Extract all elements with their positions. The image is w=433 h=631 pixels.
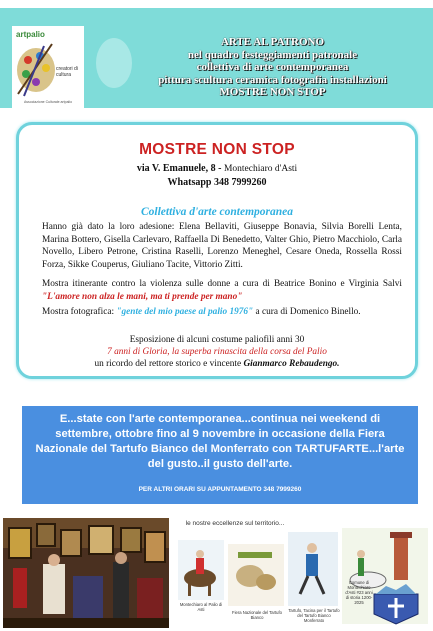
- itinerant-quote: "L'amore non alza le mani, ma ti prende per mano": [42, 291, 243, 302]
- photo-quote: "gente del mio paese al palio 1976": [116, 307, 254, 317]
- logo-subtitle: creatori di cultura: [56, 66, 78, 78]
- logo-footnote: Associazione Culturale artpalio: [23, 100, 73, 104]
- photo-exhibition: [42, 306, 402, 319]
- autumn-banner: [22, 406, 418, 504]
- artpalio-logo: [12, 26, 84, 112]
- artists-list: Hanno già dato la loro adesione: Elena Bellaviti, Giuseppe Bonavia, Silvia Borelli Lenta, Marina Bottero, Gisella Carlevaro, Raffaella Di Benedetto, Valter Ghio, Pietro Macchiolo, Carla Novello, Libero Petrone, Cristina Raselli, Lorenzo Meneghel, Cesare Oneda, Rossella Rossi Forza, Sikke Couperus, Giuliano Tacite, Vittorio Zitti.: [42, 222, 402, 270]
- itinerant-text: Mostra itinerante contro la violenza sulle donne a cura di Beatrice Bonino e Virginia Salvi: [42, 279, 402, 289]
- address: [19, 163, 415, 174]
- caption-palio: Montechiaro al Palio di Asti: [179, 602, 223, 612]
- territory-collage: [172, 518, 430, 628]
- caption-comune: Comune di Montechiaro d'Asti #23 anni di storia 1200-2025: [345, 580, 373, 605]
- caption-fiera: Fiera Nazionale del Tartufo Bianco: [232, 610, 282, 620]
- caption-tartufo: Tartufo, Tacina per il Tartufo del Tartufo Bianco Monferrato: [288, 608, 340, 623]
- itinerant-exhibition: [42, 278, 402, 303]
- banner-appointment: PER ALTRI ORARI SU APPUNTAMENTO 348 7999260: [138, 486, 302, 493]
- palette-brushes-icon: [14, 40, 58, 98]
- memorial-text: un ricordo del rettore storico e vincente: [94, 359, 242, 369]
- photo-curator: a cura di Domenico Binello.: [255, 307, 361, 317]
- decorative-bubble: [96, 38, 132, 88]
- section-title: Collettiva d'arte contemporanea: [140, 206, 294, 218]
- header-line: nel quadro festeggiamenti patronale: [187, 48, 358, 61]
- header-band: [0, 8, 433, 108]
- costume-exhibition: Esposizione di alcuni costume paliofili anni 30: [129, 335, 305, 345]
- memorial-name: Gianmarco Rebaudengo.: [243, 359, 340, 369]
- header-line: MOSTRE NON STOP: [219, 86, 326, 98]
- header-text: [130, 36, 415, 99]
- photo-label: Mostra fotografica:: [42, 307, 115, 317]
- info-box: [16, 122, 418, 379]
- address-street: via V. Emanuele, 8 -: [136, 163, 222, 174]
- whatsapp-number: Whatsapp 348 7999260: [167, 177, 267, 188]
- header-line: ARTE AL PATRONO: [220, 36, 325, 48]
- header-line: collettiva di arte contemporanea: [196, 61, 349, 73]
- logo-name: artpalio: [16, 30, 45, 39]
- exhibition-photo: [3, 518, 169, 628]
- event-title: MOSTRE NON STOP: [139, 141, 295, 158]
- image-strip: [0, 515, 433, 631]
- memorial-line: [19, 358, 415, 371]
- gloria-line: 7 anni di Gloria, la superba rinascita della corsa del Palio: [107, 347, 327, 357]
- header-line: pittura scultura ceramica fotografia installazioni: [158, 73, 387, 86]
- banner-text: E...state con l'arte contemporanea...continua nei weekend di settembre, ottobre fino al 9 novembre in occasione della Fiera Nazionale del Tartufo Bianco del Monferrato con TARTUFARTE...l'arte del gusto..il gusto dell'arte.: [35, 413, 405, 470]
- collage-title: le nostre eccellenze sul territorio...: [185, 520, 285, 527]
- exhibition-room-image: [3, 518, 169, 628]
- address-town: Montechiaro d'Asti: [223, 164, 298, 174]
